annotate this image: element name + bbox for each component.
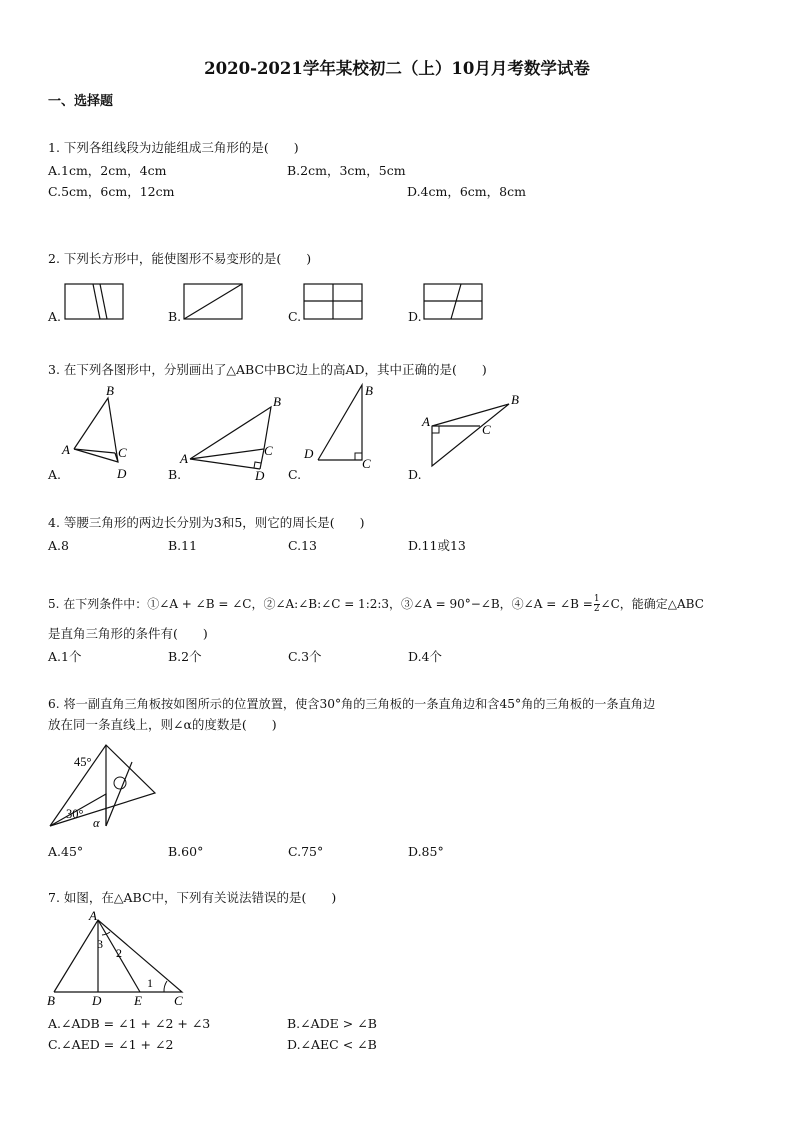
- q7-label-d: D: [92, 993, 102, 1008]
- q7-option-b: B.∠ADE > ∠B: [287, 1016, 377, 1031]
- q5-option-d: D.4个: [408, 649, 443, 664]
- q3-option-c: C.: [288, 467, 302, 482]
- q2-figure-a: [64, 283, 126, 321]
- svg-text:C: C: [482, 422, 491, 437]
- q1-option-c: C.5cm，6cm，12cm: [48, 184, 175, 199]
- q2-figure-d: [423, 283, 485, 321]
- q7-option-a: A.∠ADB = ∠1 + ∠2 + ∠3: [48, 1016, 211, 1031]
- q5-fraction: [594, 595, 600, 614]
- q6-option-c: C.75°: [288, 844, 324, 859]
- q3-figure-a: [58, 383, 138, 483]
- q5-fraction-denominator: 2: [593, 604, 600, 614]
- q5-stem-line1: [48, 595, 704, 614]
- q5-stem-part1: 5. 在下列条件中：①∠A + ∠B = ∠C，②∠A:∠B:∠C = 1:2:3，③∠A = 90°−∠B，④∠A = ∠B =: [48, 597, 593, 611]
- q5-stem-line2: 是直角三角形的条件有( ): [48, 626, 208, 641]
- q7-stem: 7. 如图，在△ABC中，下列有关说法错误的是( ): [48, 890, 337, 905]
- q7-label-2: 2: [116, 946, 122, 960]
- svg-text:B: B: [106, 383, 114, 398]
- q7-label-1: 1: [147, 976, 153, 990]
- q6-stem-line1: 6. 将一副直角三角板按如图所示的位置放置，使含30°角的三角板的一条直角边和含45°角的三角板的一条直角边: [48, 697, 656, 711]
- q3-figure-b: [178, 393, 288, 483]
- q6-label-alpha: α: [93, 816, 100, 830]
- svg-text:B: B: [365, 383, 373, 398]
- q2-option-b: B.: [168, 309, 182, 324]
- q6-label-30: 30°: [66, 807, 84, 821]
- q3-stem: 3. 在下列各图形中，分别画出了△ABC中BC边上的高AD，其中正确的是( ): [48, 362, 487, 377]
- q7-label-c: C: [174, 993, 183, 1008]
- q1-option-a: A.1cm，2cm，4cm: [48, 163, 167, 178]
- q5-option-b: B.2个: [168, 649, 202, 664]
- q3-figure-d: [418, 390, 528, 480]
- q1-option-b: B.2cm，3cm，5cm: [287, 163, 406, 178]
- svg-text:C: C: [362, 456, 371, 471]
- q4-option-d: D.11或13: [408, 538, 466, 553]
- q6-option-d: D.85°: [408, 844, 444, 859]
- q2-option-a: A.: [48, 309, 62, 324]
- q2-figure-c: [303, 283, 365, 321]
- q7-option-c: C.∠AED = ∠1 + ∠2: [48, 1037, 174, 1052]
- q5-option-a: A.1个: [48, 649, 82, 664]
- q7-label-3: 3: [97, 937, 103, 951]
- svg-text:C: C: [264, 443, 273, 458]
- q4-option-b: B.11: [168, 538, 198, 553]
- page-title: 2020-2021学年某校初二（上）10月月考数学试卷: [204, 59, 590, 78]
- svg-text:C: C: [118, 445, 127, 460]
- q4-option-c: C.13: [288, 538, 317, 553]
- q5-fraction-numerator: 1: [593, 594, 600, 604]
- q5-option-c: C.3个: [288, 649, 322, 664]
- q5-stem-part2: ∠C，能确定△ABC: [600, 597, 704, 611]
- svg-text:D: D: [117, 466, 127, 481]
- q3-option-b: B.: [168, 467, 182, 482]
- q6-stem-line2: 放在同一条直线上，则∠α的度数是( ): [48, 717, 277, 732]
- q6-option-a: A.45°: [48, 844, 84, 859]
- q2-figure-b: [183, 283, 245, 321]
- q7-label-e: E: [134, 993, 142, 1008]
- svg-text:B: B: [511, 392, 519, 407]
- q4-option-a: A.8: [48, 538, 69, 553]
- q7-label-a: A: [89, 908, 97, 923]
- q1-stem: 1. 下列各组线段为边能组成三角形的是( ): [48, 140, 299, 155]
- svg-text:B: B: [273, 394, 281, 409]
- svg-text:A: A: [422, 414, 430, 429]
- q4-stem: 4. 等腰三角形的两边长分别为3和5，则它的周长是( ): [48, 515, 365, 530]
- q2-option-d: D.: [408, 309, 422, 324]
- q6-option-b: B.60°: [168, 844, 204, 859]
- section-heading: 一、选择题: [48, 94, 114, 109]
- svg-text:D: D: [304, 446, 314, 461]
- q1-option-d: D.4cm，6cm，8cm: [407, 184, 526, 199]
- q6-figure: [46, 738, 166, 833]
- svg-text:A: A: [62, 442, 70, 457]
- q2-option-c: C.: [288, 309, 302, 324]
- q3-figure-c: [298, 380, 388, 480]
- q7-label-b: B: [47, 993, 55, 1008]
- q3-option-a: A.: [48, 467, 62, 482]
- q3-option-d: D.: [408, 467, 422, 482]
- q7-option-d: D.∠AEC < ∠B: [287, 1037, 377, 1052]
- q2-stem: 2. 下列长方形中，能使图形不易变形的是( ): [48, 251, 312, 266]
- svg-text:A: A: [180, 451, 188, 466]
- svg-text:D: D: [255, 468, 265, 483]
- q6-label-45: 45°: [74, 755, 92, 769]
- q7-figure: [46, 908, 196, 1008]
